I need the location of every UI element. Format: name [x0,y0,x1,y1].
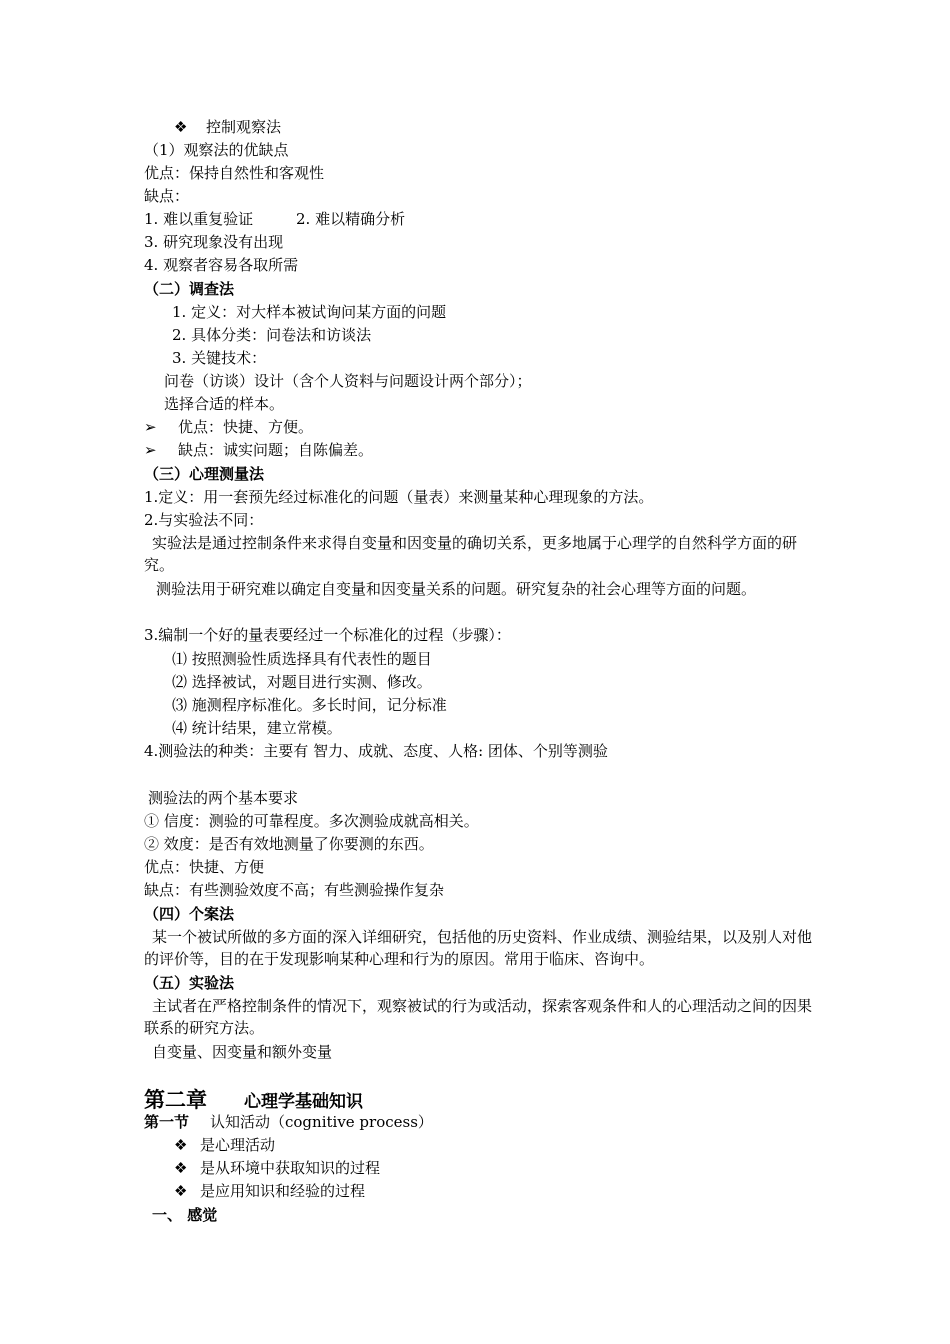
section-title-line [144,1111,814,1133]
chapter-number: 第二章 [144,1087,207,1112]
section-heading: （四）个案法 [144,905,235,923]
text-line: 选择合适的样本。 [164,395,285,413]
text-line: 问卷（访谈）设计（含个人资料与问题设计两个部分）； [164,372,532,390]
section-title: 认知活动（cognitive process） [210,1113,433,1131]
text-line: 2.与实验法不同： [144,511,264,529]
list-item: 4. 观察者容易各取所需 [144,256,299,274]
text-line: 测验法的两个基本要求 [148,789,299,807]
subheading: （1）观察法的优缺点 [144,141,289,159]
text-line: 缺点： [144,187,190,205]
text-line: 1.定义：用一套预先经过标准化的问题（量表）来测量某种心理现象的方法。 [144,488,654,506]
subsection-heading: 一、 感觉 [152,1206,218,1224]
diamond-bullet-icon: ❖ [174,118,188,136]
list-item: 2. 具体分类：问卷法和访谈法 [172,326,372,344]
section-number: 第一节 [144,1113,190,1131]
list-item: 1. 难以重复验证 2. 难以精确分析 [144,210,406,228]
list-item: ⑴ 按照测验性质选择具有代表性的题目 [172,650,432,668]
arrow-bullet-icon: ➢ [144,418,157,436]
list-item: 3. 关键技术： [172,349,267,367]
text-line: 4.测验法的种类：主要有 智力、成就、态度、人格: 团体、个别等测验 [144,742,608,760]
text-line: ② 效度：是否有效地测量了你要测的东西。 [144,835,434,853]
diamond-bullet-icon: ❖ [174,1136,188,1154]
paragraph: 某一个被试所做的多方面的深入详细研究，包括他的历史资料、作业成绩、测验结果，以及别人对他的评价等，目的在于发现影响某种心理和行为的原因。常用于临床、咨询中。 [144,928,813,968]
list-item: 3. 研究现象没有出现 [144,233,284,251]
text-line: ① 信度：测验的可靠程度。多次测验成就高相关。 [144,812,479,830]
list-item: ⑵ 选择被试，对题目进行实测、修改。 [172,673,432,691]
diamond-bullet-icon: ❖ [174,1159,188,1177]
section-heading: （三）心理测量法 [144,465,265,483]
list-item: ➢ 缺点：诚实问题；自陈偏差。 [144,441,374,459]
arrow-bullet-icon: ➢ [144,441,157,459]
list-item: ❖ 是应用知识和经验的过程 [174,1182,366,1200]
list-item: ❖ 是从环境中获取知识的过程 [174,1159,381,1177]
section-heading: （二）调查法 [144,280,235,298]
list-item: ⑷ 统计结果，建立常模。 [172,719,342,737]
list-item: 1. 定义：对大样本被试询问某方面的问题 [172,303,447,321]
paragraph: 主试者在严格控制条件的情况下，观察被试的行为或活动，探索客观条件和人的心理活动之间的因果联系的研究方法。 [144,997,813,1037]
list-item: ❖ 是心理活动 [174,1136,276,1154]
text-line: 优点：保持自然性和客观性 [144,164,325,182]
text-line: 3.编制一个好的量表要经过一个标准化的过程（步骤）： [144,626,511,644]
list-item: ❖ 控制观察法 [174,118,282,136]
text-line: 缺点：有些测验效度不高；有些测验操作复杂 [144,881,445,899]
diamond-bullet-icon: ❖ [174,1182,188,1200]
list-item: ⑶ 施测程序标准化。多长时间，记分标准 [172,696,447,714]
section-heading: （五）实验法 [144,974,235,992]
list-item: ➢ 优点：快捷、方便。 [144,418,314,436]
text-line: 优点：快捷、方便 [144,858,265,876]
chapter-title: 心理学基础知识 [244,1092,363,1112]
paragraph: 实验法是通过控制条件来求得自变量和因变量的确切关系，更多地属于心理学的自然科学方面的研究。 [144,534,798,574]
paragraph: 测验法用于研究难以确定自变量和因变量关系的问题。研究复杂的社会心理等方面的问题。 [156,580,757,598]
text-line: 自变量、因变量和额外变量 [152,1043,333,1061]
chapter-heading [144,1086,814,1114]
